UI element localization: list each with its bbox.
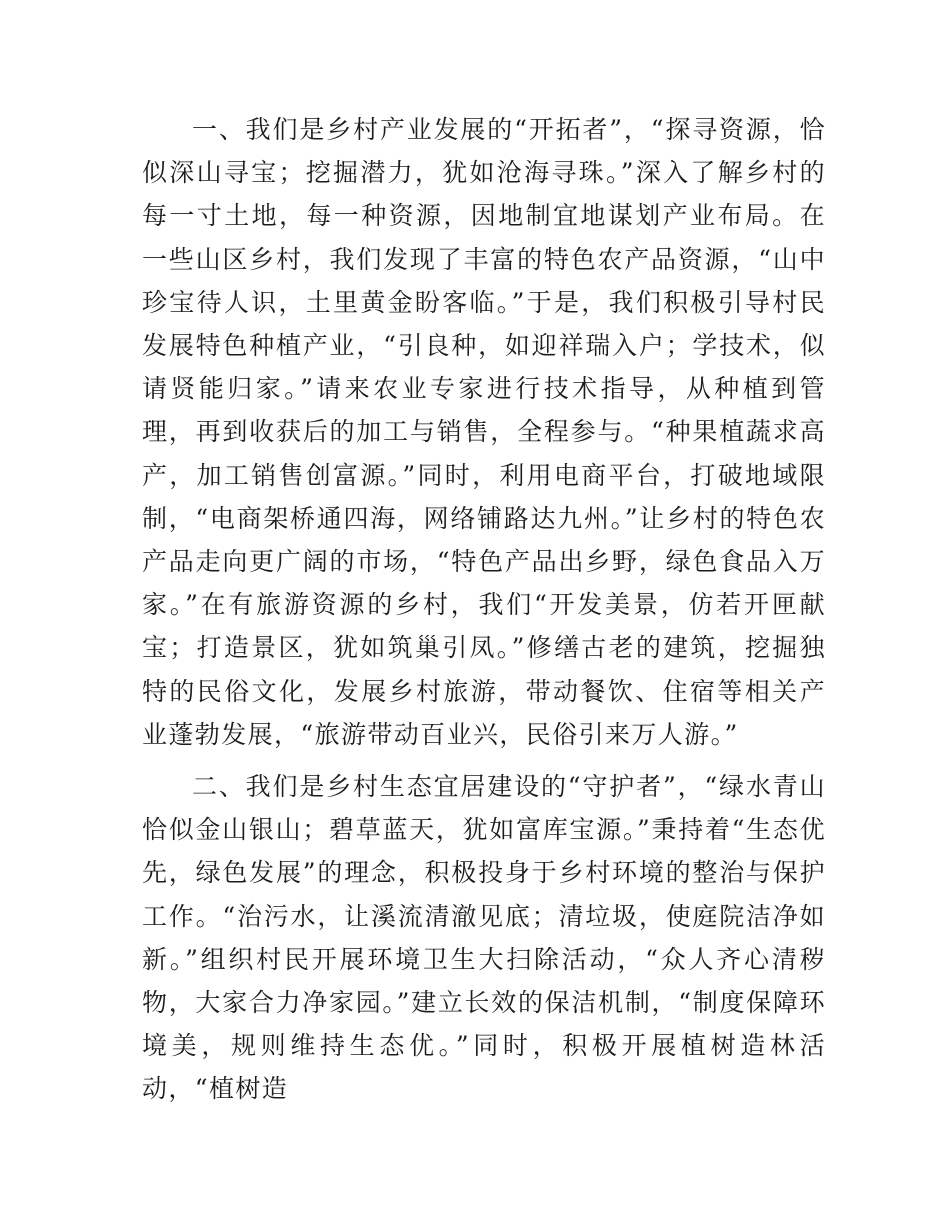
- paragraph-2: 二、我们是乡村生态宜居建设的“守护者”，“绿水青山恰似金山银山；碧草蓝天，犹如富库宝源。”秉持着“生态优先，绿色发展”的理念，积极投身于乡村环境的整治与保护工作。“治污水，让溪流清澈见底；清垃圾，使庭院洁净如新。”组织村民开展环境卫生大扫除活动，“众人齐心清秽物，大家合力净家园。”建立长效的保洁机制，“制度保障环境美，规则维持生态优。”同时，积极开展植树造林活动，“植树造: [142, 772, 826, 1104]
- paragraph-1: 一、我们是乡村产业发展的“开拓者”，“探寻资源，恰似深山寻宝；挖掘潜力，犹如沧海寻珠。”深入了解乡村的每一寸土地，每一种资源，因地制宜地谋划产业布局。在一些山区乡村，我们发现了丰富的特色农产品资源，“山中珍宝待人识，土里黄金盼客临。”于是，我们积极引导村民发展特色种植产业，“引良种，如迎祥瑞入户；学技术，似请贤能归家。”请来农业专家进行技术指导，从种植到管理，再到收获后的加工与销售，全程参与。“种果植蔬求高产，加工销售创富源。”同时，利用电商平台，打破地域限制，“电商架桥通四海，网络铺路达九州。”让乡村的特色农产品走向更广阔的市场，“特色产品出乡野，绿色食品入万家。”在有旅游资源的乡村，我们“开发美景，仿若开匣献宝；打造景区，犹如筑巢引凤。”修缮古老的建筑，挖掘独特的民俗文化，发展乡村旅游，带动餐饮、住宿等相关产业蓬勃发展，“旅游带动百业兴，民俗引来万人游。”: [142, 115, 826, 749]
- document-body: [142, 108, 826, 1120]
